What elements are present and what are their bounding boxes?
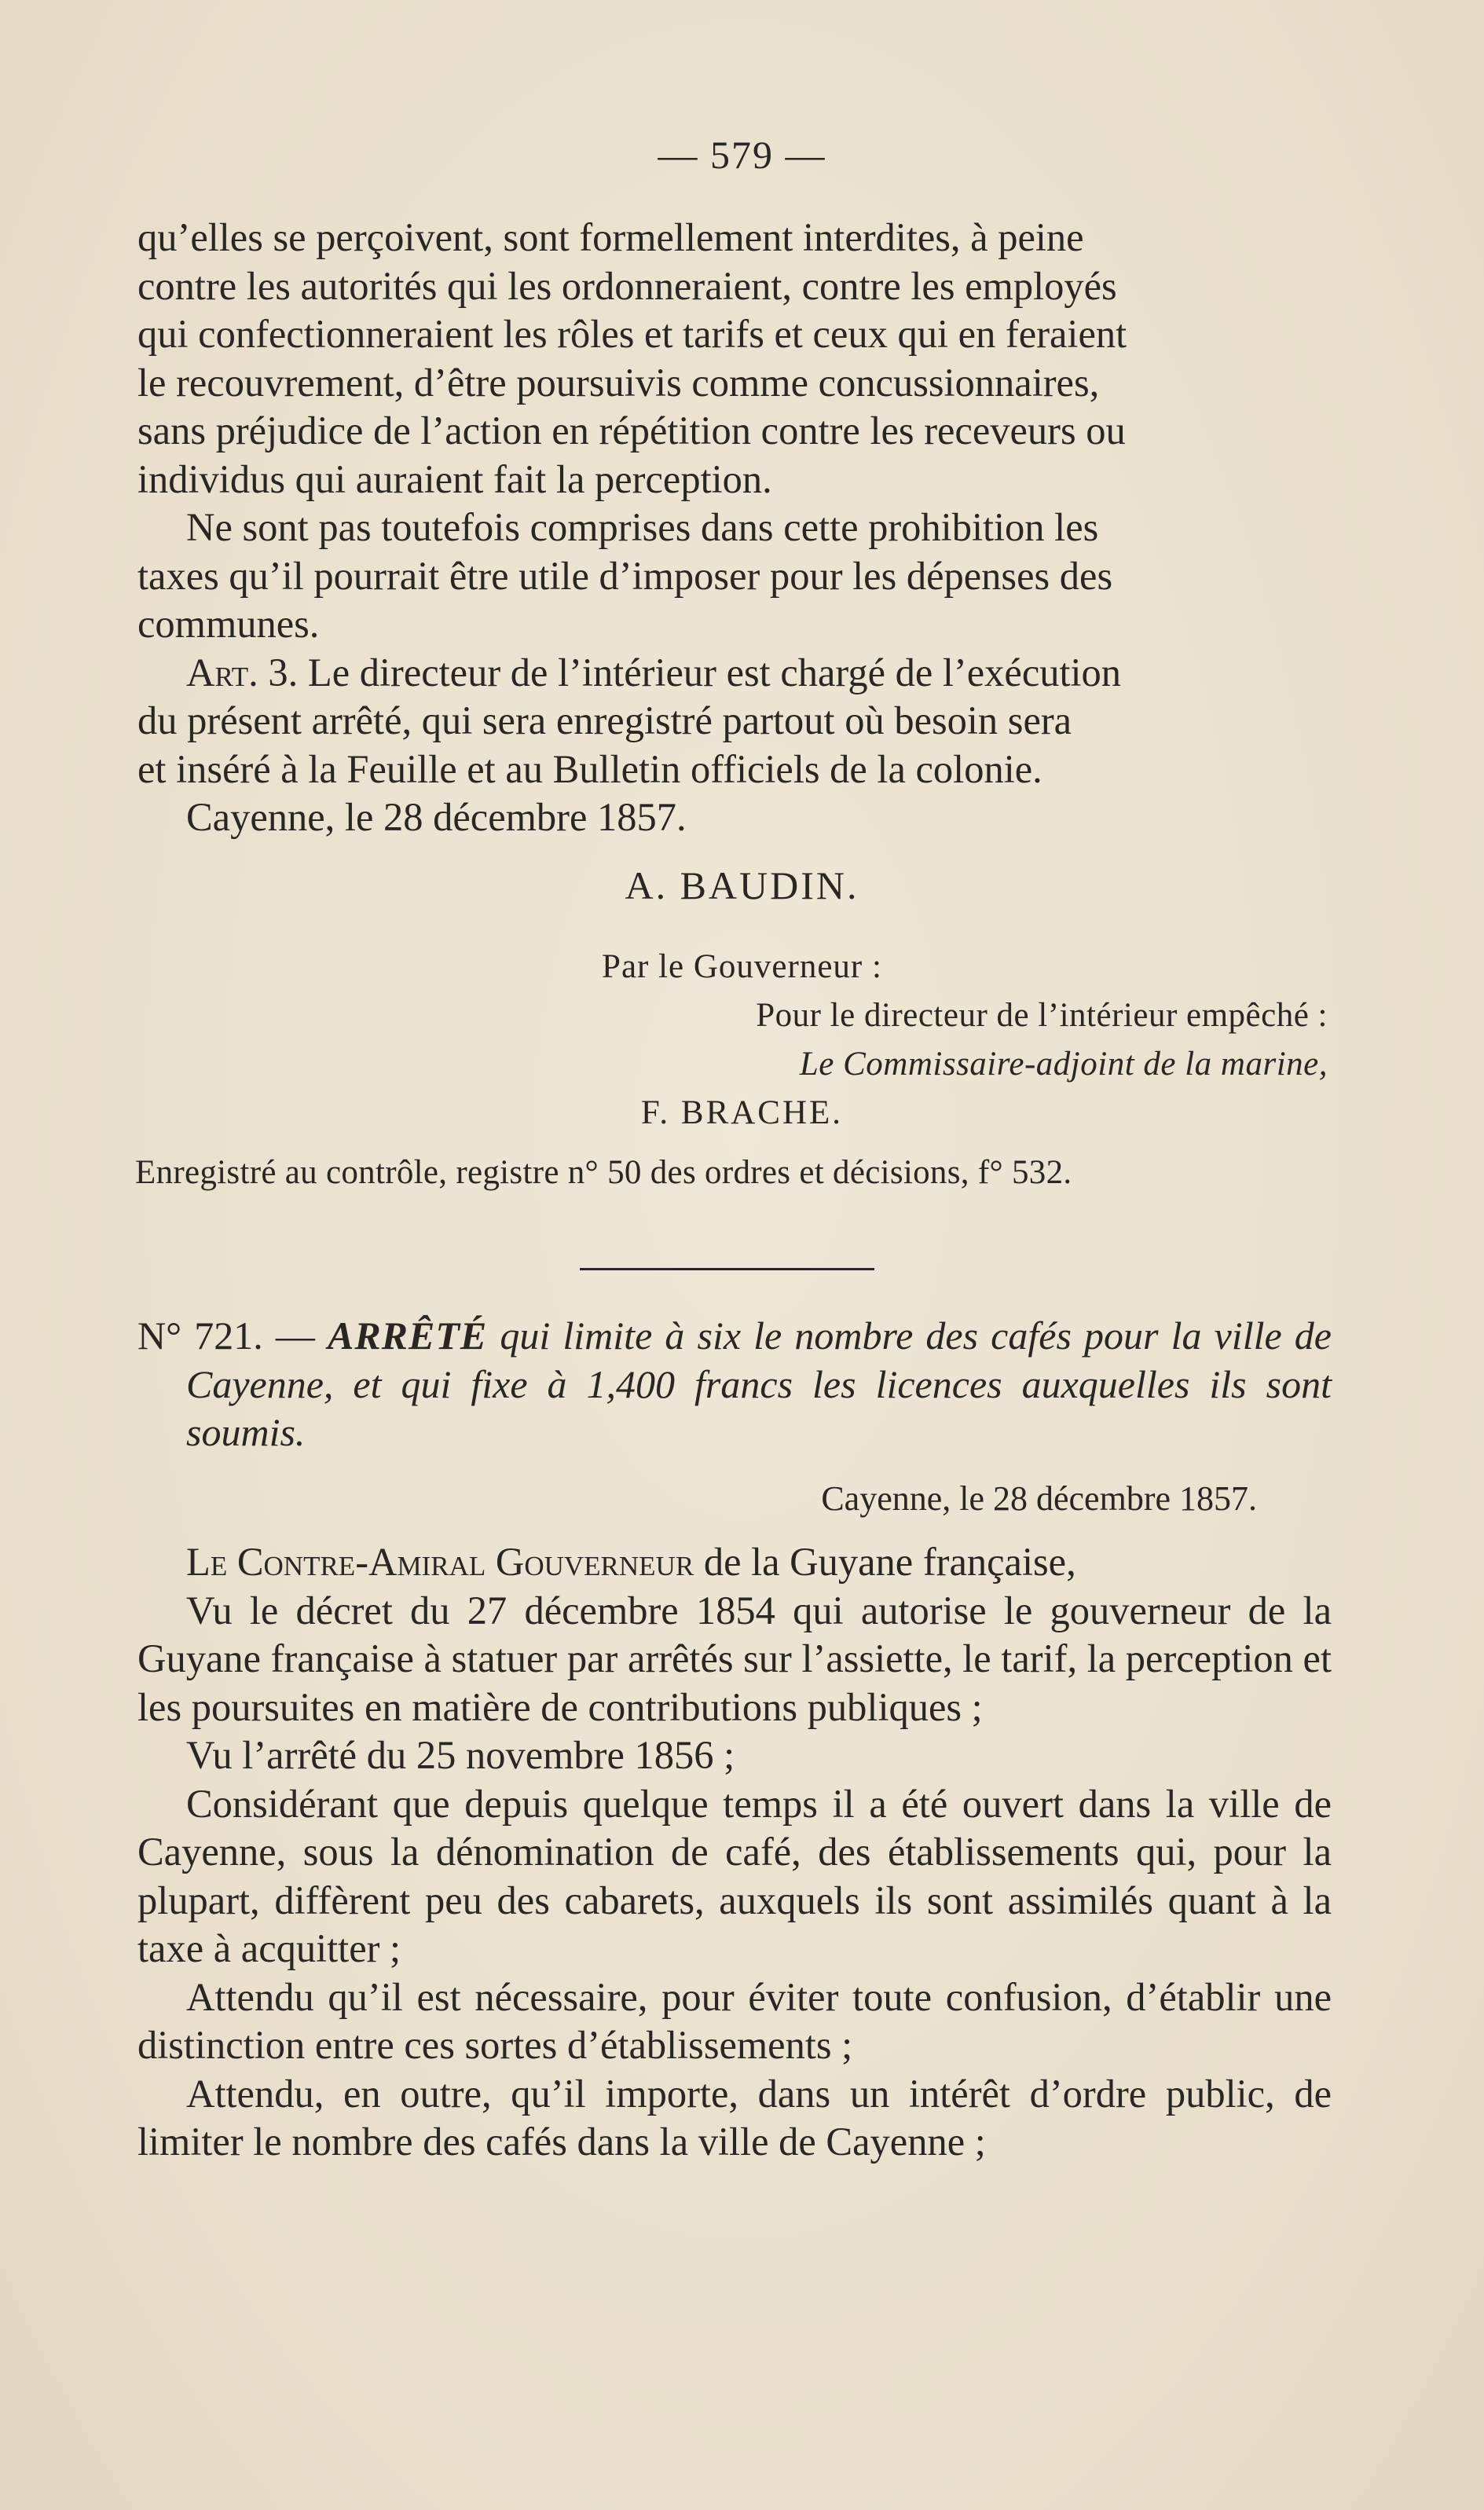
text-line: individus qui auraient fait la perception. bbox=[137, 456, 772, 501]
text-line: et inséré à la Feuille et au Bulletin officiels de la colonie. bbox=[137, 746, 1042, 791]
section-arrete-721 bbox=[137, 1312, 1332, 2167]
signature-baudin: A. BAUDIN. bbox=[625, 863, 859, 907]
section-previous-decree bbox=[137, 214, 1332, 842]
text-line: Ne sont pas toutefois comprises dans cette prohibition les bbox=[186, 505, 1099, 549]
governor-intro bbox=[137, 1538, 1332, 1587]
text-line: du présent arrêté, qui sera enregistré partout où besoin sera bbox=[137, 698, 1072, 742]
arrete-subject: qui limite à six le nombre des cafés pour la ville de Cayenne, et qui fixe à 1,400 francs les licences auxquelles ils sont soumis. bbox=[186, 1314, 1332, 1454]
attendu-distinction: Attendu qu’il est nécessaire, pour éviter toute confusion, d’établir une distinction entre ces sortes d’établissements ; bbox=[137, 1974, 1332, 2067]
text-line: contre les autorités qui les ordonneraient, contre les employés bbox=[137, 263, 1117, 308]
attendu-ordre-public: Attendu, en outre, qu’il importe, dans un intérêt d’ordre public, de limiter le nombre des cafés dans la ville de Cayenne ; bbox=[137, 2071, 1332, 2164]
text-line: communes. bbox=[137, 602, 320, 646]
paragraph-exception bbox=[137, 504, 1332, 649]
page-number: — 579 — bbox=[658, 133, 826, 177]
considerant: Considérant que depuis quelque temps il a été ouvert dans la ville de Cayenne, sous la dénomination de café, des établissements qui, pour la plupart, diffèrent peu des cabarets, auxquels ils sont assimilés quant à la taxe à acquitter ; bbox=[137, 1781, 1332, 1970]
text-line: taxes qu’il pourrait être utile d’imposer pour les dépenses des bbox=[137, 553, 1113, 598]
section-divider bbox=[580, 1268, 874, 1270]
text-line: qu’elles se perçoivent, sont formellement interdites, à peine bbox=[137, 215, 1084, 259]
text-line bbox=[137, 649, 1332, 698]
article-label: Art. 3. bbox=[186, 650, 299, 694]
governor-title: Le Contre-Amiral Gouverneur bbox=[186, 1540, 694, 1584]
text-fragment: de la Guyane française, bbox=[694, 1540, 1076, 1584]
arrete-keyword: ARRÊTÉ bbox=[327, 1314, 488, 1358]
pour-le-directeur: Pour le directeur de l’intérieur empêché : bbox=[756, 997, 1328, 1034]
arrete-title bbox=[137, 1312, 1332, 1457]
text-line: sans préjudice de l’action en répétition contre les receveurs ou bbox=[137, 409, 1126, 453]
place-date bbox=[137, 793, 1332, 842]
arrete-dateline: Cayenne, le 28 décembre 1857. bbox=[821, 1479, 1257, 1518]
visa-decret-1854: Vu le décret du 27 décembre 1854 qui autorise le gouverneur de la Guyane française à statuer par arrêtés sur l’assiette, le tarif, la perception et les poursuites en matière de contributions publiques ; bbox=[137, 1588, 1332, 1729]
article-3 bbox=[137, 649, 1332, 794]
arrete-number: N° 721. — bbox=[137, 1314, 328, 1358]
text-line: le recouvrement, d’être poursuivis comme concussionnaires, bbox=[137, 360, 1100, 405]
enregistrement-note: Enregistré au contrôle, registre n° 50 des ordres et décisions, f° 532. bbox=[135, 1154, 1072, 1191]
text-line: Cayenne, le 28 décembre 1857. bbox=[186, 795, 687, 839]
par-le-gouverneur: Par le Gouverneur : bbox=[602, 948, 882, 985]
text-fragment: Le directeur de l’intérieur est chargé de l’exécution bbox=[298, 650, 1122, 694]
commissaire-adjoint: Le Commissaire-adjoint de la marine, bbox=[799, 1046, 1328, 1083]
paragraph-interdiction bbox=[137, 214, 1332, 504]
signature-brache: F. BRACHE. bbox=[640, 1094, 844, 1131]
text-line: qui confectionneraient les rôles et tarifs et ceux qui en feraient bbox=[137, 312, 1127, 356]
text-line bbox=[137, 1538, 1332, 1587]
visa-arrete-1856: Vu l’arrêté du 25 novembre 1856 ; bbox=[186, 1733, 735, 1777]
